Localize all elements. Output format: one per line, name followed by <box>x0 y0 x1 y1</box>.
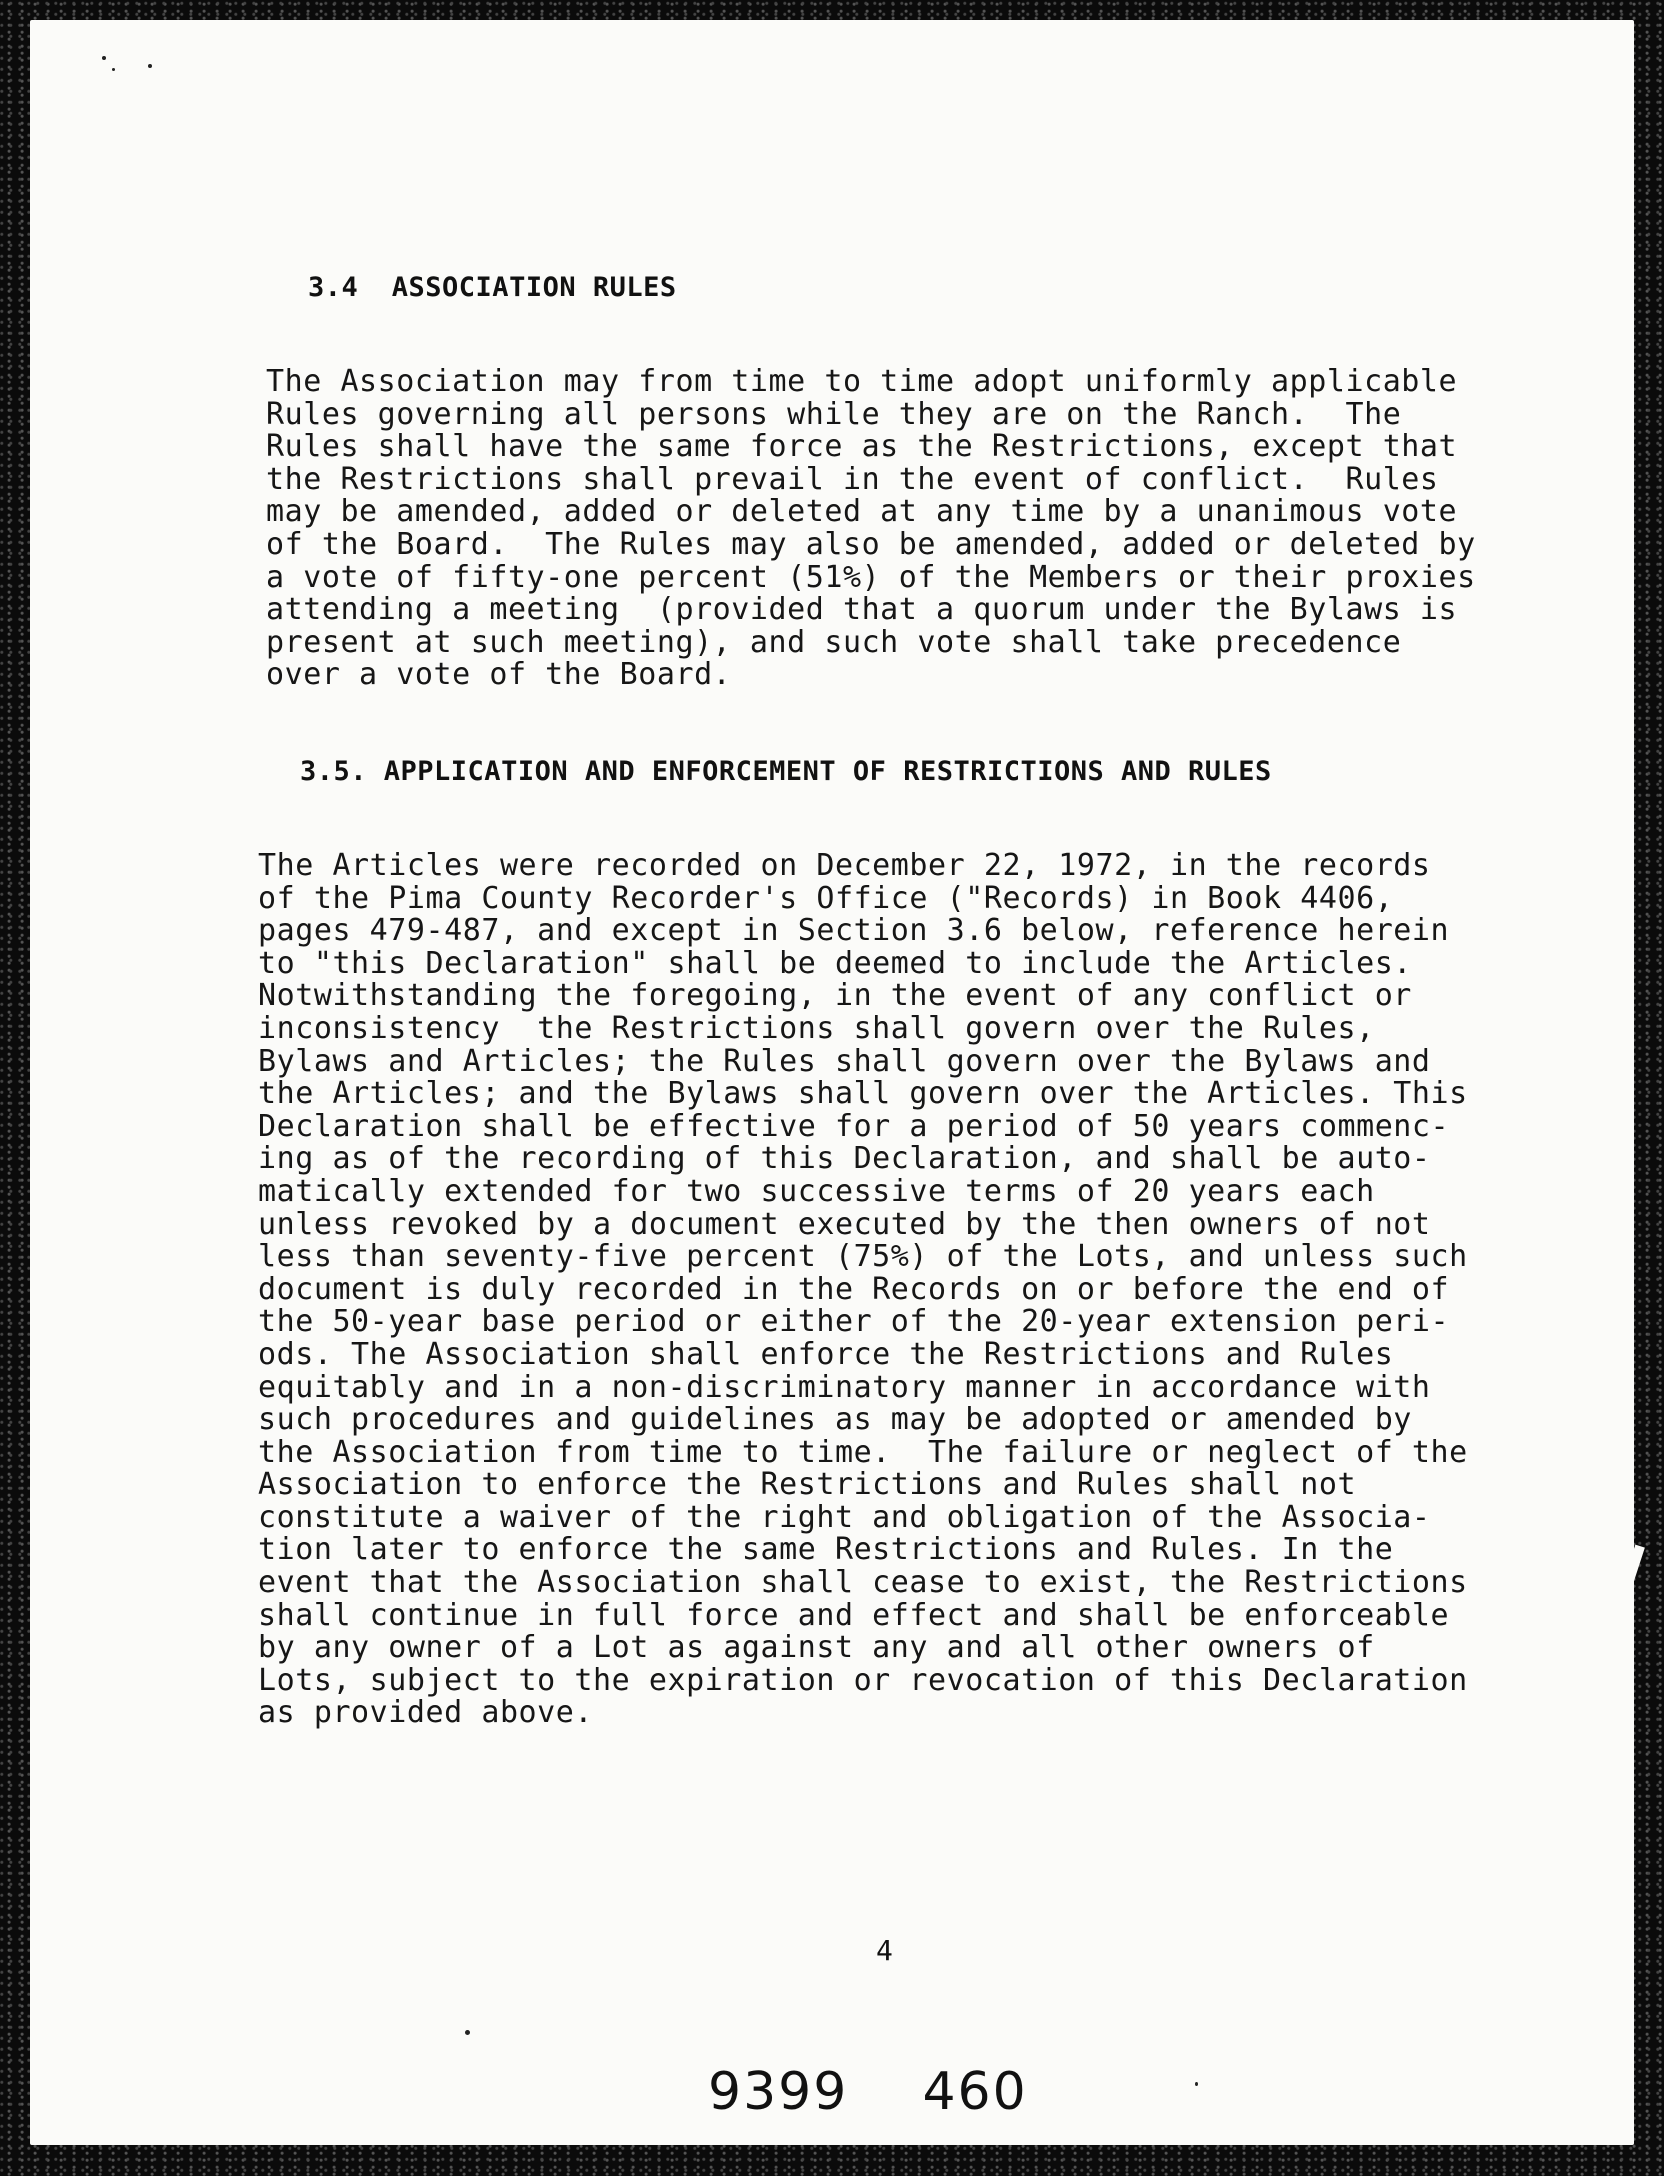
section-3-5-body <box>258 850 1468 1730</box>
text-line: The Association may from time to time adopt uniformly applicable <box>266 364 1458 399</box>
text-line: Notwithstanding the foregoing, in the event of any conflict or <box>258 978 1412 1014</box>
text-line: as provided above. <box>258 1695 594 1731</box>
text-line: unless revoked by a document executed by the then owners of not <box>258 1206 1431 1242</box>
text-line: to "this Declaration" shall be deemed to include the Articles. <box>258 945 1412 981</box>
text-line: constitute a waiver of the right and obligation of the Associa- <box>258 1499 1431 1535</box>
text-line: Declaration shall be effective for a period of 50 years commenc- <box>258 1108 1450 1144</box>
text-line: the Articles; and the Bylaws shall govern over the Articles. This <box>258 1076 1468 1112</box>
text-line: Rules governing all persons while they are on the Ranch. The <box>266 396 1402 432</box>
text-line: event that the Association shall cease to exist, the Restrictions <box>258 1565 1468 1601</box>
section-3-4-body <box>266 366 1476 692</box>
text-line: of the Pima County Recorder's Office ("Records) in Book 4406, <box>258 880 1394 916</box>
text-line: over a vote of the Board. <box>266 657 732 693</box>
text-line: inconsistency the Restrictions shall govern over the Rules, <box>258 1010 1375 1046</box>
text-line: matically extended for two successive terms of 20 years each <box>258 1173 1375 1209</box>
text-line: Association to enforce the Restrictions and Rules shall not <box>258 1467 1357 1503</box>
text-line: attending a meeting (provided that a quorum under the Bylaws is <box>266 592 1458 628</box>
scan-speck <box>465 2030 470 2035</box>
text-line: tion later to enforce the same Restrictions and Rules. In the <box>258 1532 1394 1568</box>
text-line: shall continue in full force and effect and shall be enforceable <box>258 1597 1450 1633</box>
text-line: document is duly recorded in the Records on or before the end of <box>258 1271 1450 1307</box>
scan-speck <box>148 64 152 68</box>
page-number: 4 <box>876 1934 893 1967</box>
text-line: the 50-year base period or either of the 20-year extension peri- <box>258 1304 1450 1340</box>
text-line: Bylaws and Articles; the Rules shall govern over the Bylaws and <box>258 1043 1431 1079</box>
text-line: a vote of fifty-one percent (51%) of the Members or their proxies <box>266 559 1476 595</box>
text-line: such procedures and guidelines as may be adopted or amended by <box>258 1402 1412 1438</box>
text-line: The Articles were recorded on December 22, 1972, in the records <box>258 848 1431 883</box>
scan-speck <box>102 56 106 60</box>
text-line: present at such meeting), and such vote shall take precedence <box>266 624 1402 660</box>
section-heading-3-4: 3.4 ASSOCIATION RULES <box>308 272 677 303</box>
text-line: ods. The Association shall enforce the Restrictions and Rules <box>258 1336 1394 1372</box>
text-line: of the Board. The Rules may also be amended, added or deleted by <box>266 526 1476 562</box>
text-line: Rules shall have the same force as the Restrictions, except that <box>266 429 1458 465</box>
text-line: Lots, subject to the expiration or revocation of this Declaration <box>258 1662 1468 1698</box>
text-line: may be amended, added or deleted at any time by a unanimous vote <box>266 494 1458 530</box>
section-heading-3-5: 3.5. APPLICATION AND ENFORCEMENT OF RESTRICTIONS AND RULES <box>300 756 1272 787</box>
text-line: by any owner of a Lot as against any and all other owners of <box>258 1630 1375 1666</box>
document-page <box>30 20 1634 2145</box>
text-line: ing as of the recording of this Declaration, and shall be auto- <box>258 1141 1431 1177</box>
scan-speck <box>112 68 115 71</box>
text-line: the Association from time to time. The failure or neglect of the <box>258 1434 1468 1470</box>
scan-speck <box>1195 2082 1198 2086</box>
text-line: equitably and in a non-discriminatory manner in accordance with <box>258 1369 1431 1405</box>
text-line: less than seventy-five percent (75%) of the Lots, and unless such <box>258 1239 1468 1275</box>
text-line: the Restrictions shall prevail in the event of conflict. Rules <box>266 461 1439 497</box>
text-line: pages 479-487, and except in Section 3.6 below, reference herein <box>258 913 1450 949</box>
recording-number: 9399 460 <box>708 2062 1028 2122</box>
